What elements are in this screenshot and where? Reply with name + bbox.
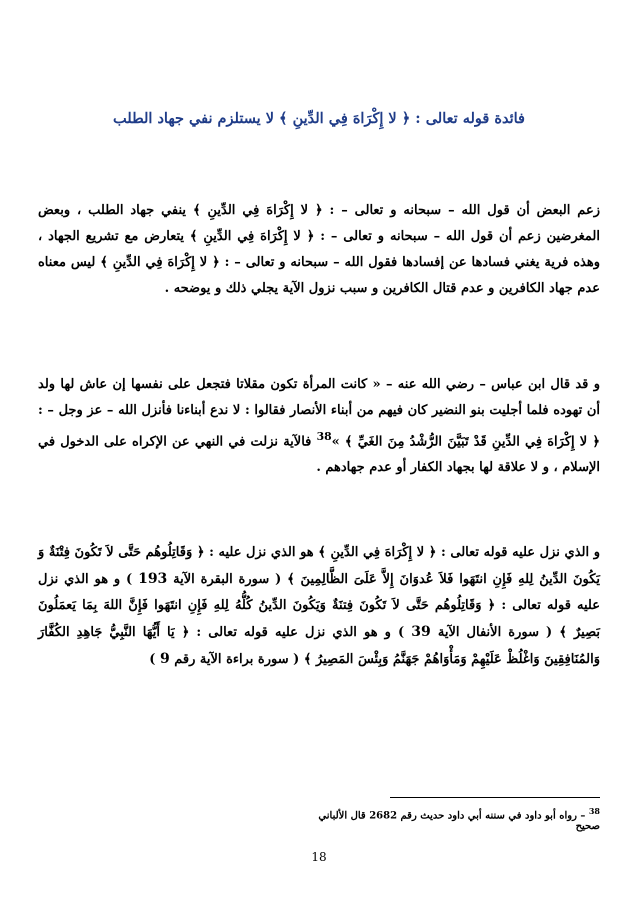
verse-number-anfal: 39 [411, 624, 431, 640]
footnote [300, 806, 600, 832]
footnote-text: – رواه أبو داود في سننه أبي داود حديث رقم 2682 قال الألباني صحيح [318, 810, 600, 833]
paragraph-2 [38, 372, 600, 481]
paragraph-3-text-d: ) [149, 652, 160, 667]
footnote-divider [390, 797, 600, 798]
verse-number-baqarah: 193 [138, 571, 168, 587]
paragraph-3 [38, 540, 600, 673]
paragraph-2-text-continued: فالآية نزلت في النهي عن الإكراه على الدخول في الإسلام ، و لا علاقة لها بجهاد الكفار أو عدم جهادهم . [38, 434, 600, 476]
section-title: فائدة قوله تعالى : ﴿ لا إِكْرَاهَ فِي الدِّينِ ﴾ لا يستلزم نفي جهاد الطلب [113, 110, 525, 127]
paragraph-3-text-c: ) و هو الذي نزل عليه قوله تعالى : ﴿ يَا أَيُّهَا النَّبِيُّ جَاهِدِ الكُفَّارَ وَالمُنَافِقِينَ وَاغْلُظْ عَلَيْهِمْ وَمَأْوَاهُمْ جَهَنَّمُ وَبِئْسَ المَصِيرُ ﴾ ( سورة براءة الآية رقم [38, 625, 600, 667]
verse-number-baraah: 9 [159, 651, 170, 667]
paragraph-3-text-b: ) و هو الذي نزل عليه قوله تعالى : ﴿ وَقَاتِلُوهُم حَتَّى لاَ تَكُونَ فِتنَةٌ وَيَكُونَ الدِّينُ كُلُّهُ لِلهِ فَإِنِ انتَهَوا فَإِنَّ اللهَ بِمَا يَعمَلُونَ بَصِيرٌ ﴾ ( سورة الأنفال الآية [38, 572, 600, 640]
footnote-number: 38 [588, 806, 600, 816]
paragraph-2-text: و قد قال ابن عباس – رضي الله عنه – « كانت المرأة تكون مقلاتا فتجعل على نفسها إن عاش لها ولد أن تهوده فلما أجليت بنو النضير كان فيهم من أبناء الأنصار فقالوا : لا ندع أبناءنا فأنزل الله – عز وجل – : ﴿ لا إِكْرَاهَ فِي الدِّينِ قَدْ تَبَيَّنَ الرُّشْدُ مِنَ الغَيِّ ﴾ » [38, 377, 600, 450]
paragraph-3-text-a: و الذي نزل عليه قوله تعالى : ﴿ لا إِكْرَاهَ فِي الدِّينِ ﴾ هو الذي نزل عليه : ﴿ وَقَاتِلُوهُم حَتَّى لاَ تَكُونَ فِتْنَةٌ وَ يَكُونَ الدِّينُ لِلهِ فَإِنِ انتَهَوا فَلاَ عُدوَانَ إِلاَّ عَلَىَ الظَّالِمِينَ ﴾ ( سورة البقرة الآية [38, 545, 601, 587]
page-number: 18 [311, 850, 327, 864]
footnote-reference: 38 [316, 430, 332, 443]
paragraph-1: زعم البعض أن قول الله – سبحانه و تعالى – : ﴿ لا إِكْرَاهَ فِي الدِّينِ ﴾ ينفي جهاد الطلب ، وبعض المغرضين زعم أن قول الله – سبحانه و تعالى – : ﴿ لا إِكْرَاهَ فِي الدِّينِ ﴾ يتعارض مع تشريع الجهاد ، وهذه فرية يغني فسادها عن إفسادها فقول الله – سبحانه و تعالى – : ﴿ لا إِكْرَاهَ فِي الدِّينِ ﴾ ليس معناه عدم جهاد الكافرين و عدم قتال الكافرين و سبب نزول الآية يجلي ذلك و يوضحه . [38, 203, 600, 296]
